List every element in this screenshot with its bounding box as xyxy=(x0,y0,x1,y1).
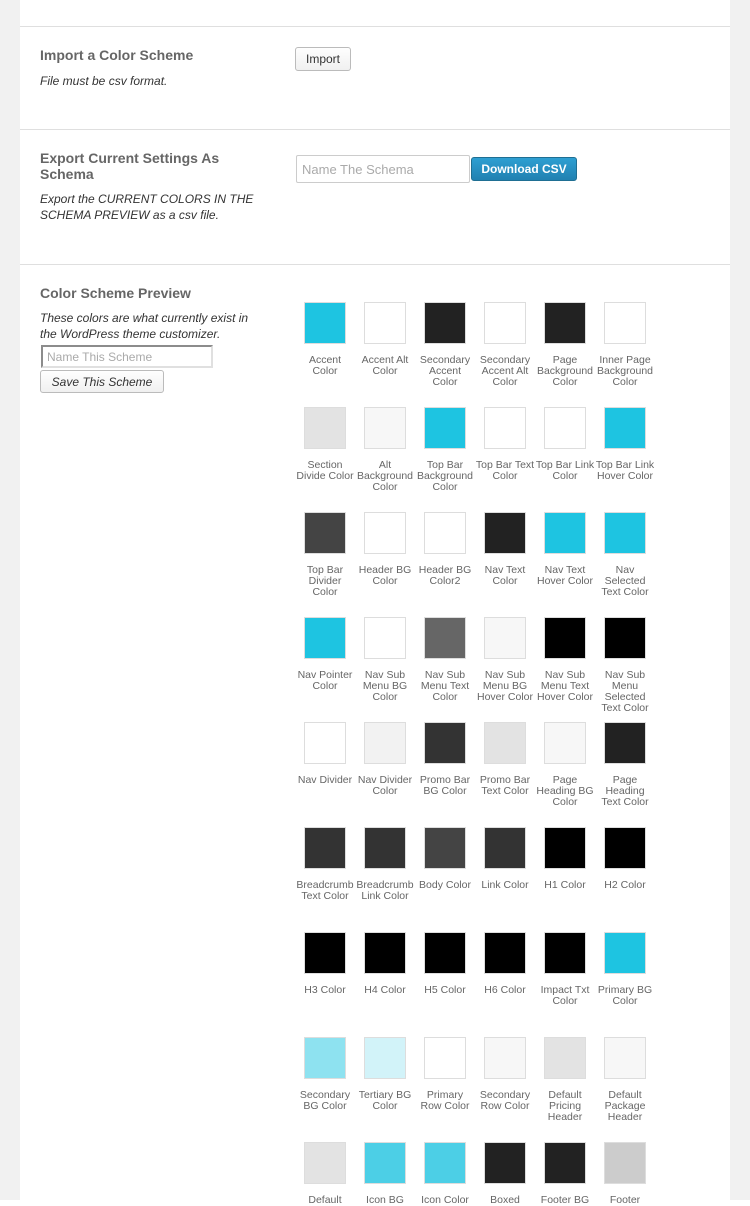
scheme-name-input[interactable] xyxy=(41,345,213,368)
download-csv-button[interactable]: Download CSV xyxy=(471,157,577,181)
swatch-item xyxy=(535,932,595,1007)
swatch-label: Nav Pointer Color xyxy=(297,669,353,692)
color-swatch[interactable] xyxy=(304,827,346,869)
swatch-item xyxy=(535,617,595,703)
color-swatch[interactable] xyxy=(364,302,406,344)
color-swatch[interactable] xyxy=(604,302,646,344)
swatch-item xyxy=(595,827,655,891)
color-swatch[interactable] xyxy=(484,827,526,869)
swatch-label: Nav Selected Text Color xyxy=(601,564,649,598)
swatch-item xyxy=(295,722,355,786)
swatch-item xyxy=(595,407,655,482)
swatch-label: Secondary Accent Alt Color xyxy=(479,354,531,388)
swatch-item xyxy=(415,1142,475,1206)
swatch-item xyxy=(475,512,535,587)
swatch-label: H5 Color xyxy=(424,984,466,996)
swatch-item xyxy=(295,1142,355,1206)
swatch-item xyxy=(595,1142,655,1206)
swatch-item xyxy=(595,932,655,1007)
export-section-description: Export the CURRENT COLORS IN THE SCHEMA PREVIEW as a csv file. xyxy=(40,192,254,222)
import-button[interactable]: Import xyxy=(295,47,351,71)
export-section-title: Export Current Settings As Schema xyxy=(40,150,220,182)
swatch-label: Default xyxy=(308,1194,342,1206)
swatch-label: Link Color xyxy=(481,879,529,891)
swatch-item xyxy=(355,512,415,587)
swatch-label: Nav Sub Menu Text Color xyxy=(420,669,470,703)
swatch-item xyxy=(415,932,475,996)
swatch-item xyxy=(355,617,415,703)
swatch-item xyxy=(535,827,595,891)
divider-import-export xyxy=(20,129,730,130)
swatch-item xyxy=(415,827,475,891)
color-swatch[interactable] xyxy=(424,617,466,659)
swatch-label: Default Package Header xyxy=(604,1089,646,1123)
swatch-label: Promo Bar Text Color xyxy=(479,774,531,797)
swatch-label: H1 Color xyxy=(544,879,586,891)
color-swatch[interactable] xyxy=(604,1037,646,1079)
swatch-item xyxy=(355,407,415,493)
color-swatch[interactable] xyxy=(364,407,406,449)
color-swatch[interactable] xyxy=(304,1037,346,1079)
swatch-label: Section Divide Color xyxy=(296,459,354,482)
swatch-item xyxy=(475,407,535,482)
color-swatch[interactable] xyxy=(424,827,466,869)
color-swatch[interactable] xyxy=(424,512,466,554)
swatch-label: Breadcrumb Link Color xyxy=(356,879,414,902)
color-swatch[interactable] xyxy=(544,722,586,764)
swatch-item xyxy=(295,617,355,692)
swatch-item xyxy=(295,827,355,902)
swatch-label: Promo Bar BG Color xyxy=(419,774,471,797)
swatch-item xyxy=(535,302,595,388)
divider-export-preview xyxy=(20,264,730,265)
swatch-label: Nav Sub Menu BG Hover Color xyxy=(476,669,534,703)
color-swatch[interactable] xyxy=(364,512,406,554)
swatch-item xyxy=(355,1037,415,1112)
swatch-item xyxy=(295,932,355,996)
swatch-label: Nav Sub Menu Selected Text Color xyxy=(601,669,649,714)
color-swatch[interactable] xyxy=(364,722,406,764)
page-gutter-left xyxy=(0,0,20,1200)
preview-section-description: These colors are what currently exist in the WordPress theme customizer. xyxy=(40,311,249,341)
color-swatch[interactable] xyxy=(604,932,646,974)
page-gutter-right xyxy=(730,0,750,1200)
color-swatch[interactable] xyxy=(364,1142,406,1184)
color-swatch[interactable] xyxy=(484,722,526,764)
color-swatch[interactable] xyxy=(304,617,346,659)
color-swatch[interactable] xyxy=(424,932,466,974)
schema-name-input[interactable] xyxy=(296,155,470,183)
swatch-label: Icon BG xyxy=(366,1194,404,1206)
swatch-item xyxy=(415,1037,475,1112)
color-swatch[interactable] xyxy=(424,302,466,344)
color-swatch[interactable] xyxy=(544,1037,586,1079)
swatch-item xyxy=(355,932,415,996)
swatch-item xyxy=(475,827,535,891)
swatch-item xyxy=(535,407,595,482)
swatch-item xyxy=(535,1037,595,1123)
swatch-label: Nav Divider xyxy=(297,774,353,786)
swatch-item xyxy=(355,1142,415,1206)
swatch-item xyxy=(595,302,655,388)
color-swatch[interactable] xyxy=(304,302,346,344)
color-swatch[interactable] xyxy=(484,932,526,974)
swatch-label: Secondary BG Color xyxy=(299,1089,351,1112)
swatch-label: Footer xyxy=(609,1194,641,1206)
swatch-label: Body Color xyxy=(419,879,471,891)
color-swatch[interactable] xyxy=(364,827,406,869)
color-swatch[interactable] xyxy=(604,617,646,659)
swatch-label: H4 Color xyxy=(364,984,406,996)
divider-top xyxy=(20,26,730,27)
color-swatch[interactable] xyxy=(544,827,586,869)
color-swatch[interactable] xyxy=(484,407,526,449)
swatch-label: Primary Row Color xyxy=(420,1089,470,1112)
color-swatch[interactable] xyxy=(544,302,586,344)
swatch-label: Top Bar Link Color xyxy=(535,459,595,482)
swatch-item xyxy=(415,302,475,388)
color-swatch[interactable] xyxy=(424,407,466,449)
swatch-label: Top Bar Background Color xyxy=(416,459,474,493)
swatch-label: Header BG Color2 xyxy=(418,564,472,587)
swatch-label: Icon Color xyxy=(421,1194,469,1206)
swatch-label: Accent Alt Color xyxy=(361,354,409,377)
color-swatch[interactable] xyxy=(544,617,586,659)
swatch-label: Top Bar Link Hover Color xyxy=(595,459,655,482)
color-swatch[interactable] xyxy=(304,407,346,449)
swatch-label: Boxed xyxy=(490,1194,520,1206)
swatch-label: Nav Text Hover Color xyxy=(536,564,594,587)
import-section-title: Import a Color Scheme xyxy=(40,47,194,63)
swatch-label: Tertiary BG Color xyxy=(358,1089,412,1112)
color-swatch[interactable] xyxy=(604,722,646,764)
swatch-label: Secondary Row Color xyxy=(479,1089,531,1112)
color-swatch[interactable] xyxy=(484,1142,526,1184)
swatch-label: Inner Page Background Color xyxy=(596,354,654,388)
swatch-label: Nav Divider Color xyxy=(357,774,413,797)
swatch-label: Default Pricing Header xyxy=(547,1089,583,1123)
color-swatch[interactable] xyxy=(484,512,526,554)
swatch-label: H6 Color xyxy=(484,984,526,996)
color-swatch[interactable] xyxy=(484,1037,526,1079)
swatch-item xyxy=(295,302,355,377)
swatch-item xyxy=(415,512,475,587)
swatch-item xyxy=(415,722,475,797)
swatch-item xyxy=(295,1037,355,1112)
preview-section-title: Color Scheme Preview xyxy=(40,285,191,301)
color-swatch[interactable] xyxy=(604,1142,646,1184)
swatch-item xyxy=(475,1037,535,1112)
swatch-item xyxy=(415,617,475,703)
swatch-item xyxy=(295,512,355,598)
color-swatch[interactable] xyxy=(484,617,526,659)
swatch-label: H3 Color xyxy=(304,984,346,996)
swatch-item xyxy=(475,1142,535,1206)
save-scheme-button[interactable]: Save This Scheme xyxy=(40,370,164,393)
color-swatch[interactable] xyxy=(604,407,646,449)
color-swatch[interactable] xyxy=(304,722,346,764)
swatch-item xyxy=(475,932,535,996)
swatch-label: Top Bar Text Color xyxy=(475,459,535,482)
swatch-item xyxy=(355,722,415,797)
swatch-label: Secondary Accent Color xyxy=(419,354,471,388)
color-swatch[interactable] xyxy=(304,512,346,554)
swatch-item xyxy=(595,512,655,598)
color-swatch[interactable] xyxy=(364,617,406,659)
swatch-label: Nav Sub Menu Text Hover Color xyxy=(536,669,594,703)
swatch-item xyxy=(355,302,415,377)
swatch-label: Nav Text Color xyxy=(484,564,526,587)
import-section-description: File must be csv format. xyxy=(40,74,168,88)
swatch-item xyxy=(475,617,535,703)
color-swatch[interactable] xyxy=(424,1037,466,1079)
swatch-item xyxy=(475,302,535,388)
color-swatch[interactable] xyxy=(304,1142,346,1184)
swatch-item xyxy=(595,722,655,808)
color-swatch[interactable] xyxy=(544,512,586,554)
swatch-label: Primary BG Color xyxy=(597,984,653,1007)
swatch-item xyxy=(535,1142,595,1206)
swatch-label: Page Heading Text Color xyxy=(601,774,649,808)
color-swatch[interactable] xyxy=(364,932,406,974)
color-swatch[interactable] xyxy=(424,1142,466,1184)
color-swatch[interactable] xyxy=(544,1142,586,1184)
swatch-item xyxy=(475,722,535,797)
swatch-item xyxy=(595,1037,655,1123)
swatch-label: Impact Txt Color xyxy=(540,984,590,1007)
swatch-item xyxy=(595,617,655,714)
swatch-label: Breadcrumb Text Color xyxy=(296,879,354,902)
color-swatch[interactable] xyxy=(544,932,586,974)
color-swatch[interactable] xyxy=(604,827,646,869)
swatch-item xyxy=(295,407,355,482)
swatch-label: H2 Color xyxy=(604,879,646,891)
swatch-item xyxy=(535,512,595,587)
swatch-item xyxy=(535,722,595,808)
swatch-label: Accent Color xyxy=(308,354,342,377)
color-swatch[interactable] xyxy=(604,512,646,554)
color-swatch[interactable] xyxy=(484,302,526,344)
swatch-label: Header BG Color xyxy=(358,564,412,587)
swatch-label: Nav Sub Menu BG Color xyxy=(362,669,408,703)
color-swatch[interactable] xyxy=(544,407,586,449)
swatch-label: Alt Background Color xyxy=(356,459,414,493)
swatch-item xyxy=(355,827,415,902)
swatch-item xyxy=(415,407,475,493)
swatch-label: Page Background Color xyxy=(536,354,594,388)
color-swatch[interactable] xyxy=(304,932,346,974)
swatch-label: Top Bar Divider Color xyxy=(306,564,344,598)
swatch-label: Page Heading BG Color xyxy=(536,774,594,808)
color-swatch[interactable] xyxy=(364,1037,406,1079)
color-swatch[interactable] xyxy=(424,722,466,764)
swatch-label: Footer BG xyxy=(540,1194,590,1206)
